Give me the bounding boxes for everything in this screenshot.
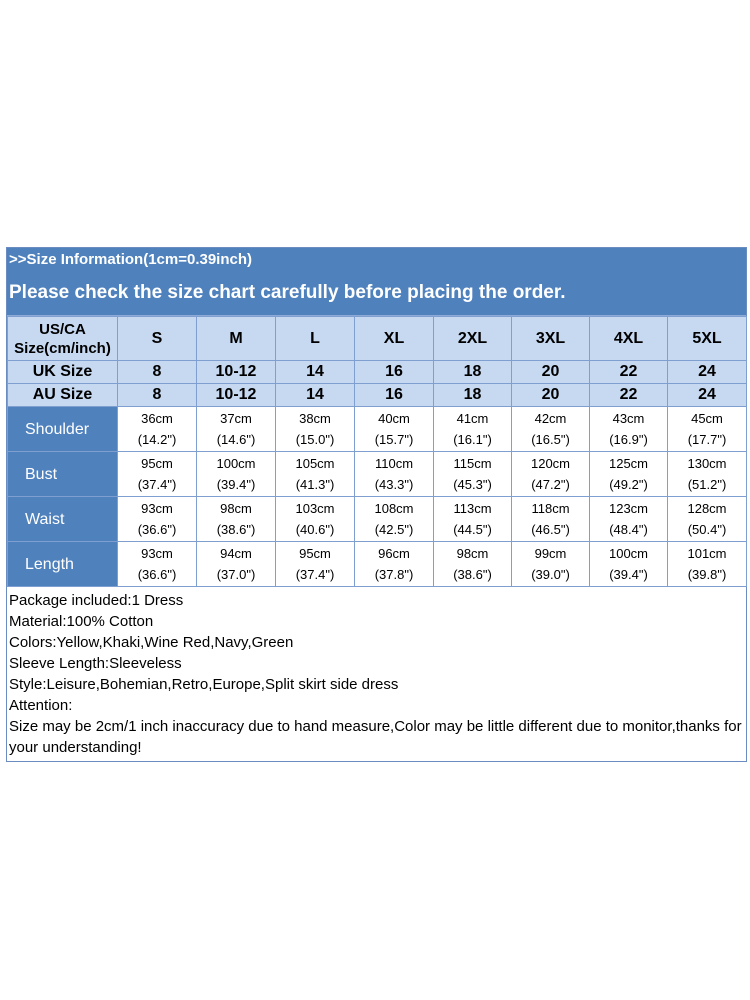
measurement-cm: 105cm — [295, 456, 335, 471]
measurement-cm: 41cm — [456, 411, 489, 426]
measurement-cm: 115cm — [453, 456, 492, 471]
measurement-cell — [668, 407, 747, 452]
measurement-cell — [276, 497, 355, 542]
measurement-cm: 40cm — [378, 411, 410, 426]
measurement-cell — [434, 407, 512, 452]
measurement-cm: 96cm — [378, 546, 410, 561]
measurement-cm: 45cm — [691, 411, 723, 426]
measurement-inch: (37.4") — [137, 477, 177, 492]
us-size-cell: 5XL — [668, 317, 747, 361]
au-size-label: AU Size — [8, 384, 118, 407]
uk-size-cell: 24 — [668, 361, 747, 384]
measurement-cm: 130cm — [687, 456, 727, 471]
measurement-inch: (39.8") — [687, 567, 727, 582]
measurement-cell — [434, 542, 512, 587]
measurement-cell — [668, 452, 747, 497]
measurement-cell — [197, 407, 276, 452]
measurement-cm: 120cm — [530, 456, 571, 471]
measurement-cm: 38cm — [299, 411, 331, 426]
measurement-cell — [590, 542, 668, 587]
measurement-cm: 95cm — [141, 456, 173, 471]
measurement-inch: (38.6") — [453, 567, 492, 582]
measurement-cell — [118, 497, 197, 542]
measurement-cell — [197, 452, 276, 497]
uk-size-cell: 20 — [512, 361, 590, 384]
measurement-inch: (16.1") — [453, 432, 492, 447]
package-note: Package included:1 Dress — [9, 592, 184, 609]
measurement-cm: 42cm — [534, 411, 567, 426]
measurement-cm: 94cm — [220, 546, 252, 561]
measurement-inch: (45.3") — [453, 477, 492, 492]
measurement-cm: 37cm — [220, 411, 252, 426]
measurement-label: Waist — [8, 497, 118, 542]
measurement-inch: (41.3") — [295, 477, 335, 492]
us-size-cell: L — [276, 317, 355, 361]
au-size-cell: 10-12 — [197, 384, 276, 407]
au-size-cell: 22 — [590, 384, 668, 407]
size-notice: Please check the size chart carefully before placing the order. — [7, 271, 746, 316]
measurement-inch: (50.4") — [687, 522, 727, 537]
uk-size-cell: 16 — [355, 361, 434, 384]
measurement-inch: (39.4") — [609, 567, 648, 582]
measurement-inch: (39.4") — [216, 477, 256, 492]
uk-size-cell: 10-12 — [197, 361, 276, 384]
measurement-inch: (39.0") — [531, 567, 570, 582]
measurement-cell — [512, 407, 590, 452]
au-size-cell: 18 — [434, 384, 512, 407]
measurement-inch: (15.0") — [295, 432, 335, 447]
measurement-cm: 118cm — [531, 501, 570, 516]
measurement-cell — [355, 452, 434, 497]
measurement-cell — [355, 542, 434, 587]
measurement-cm: 98cm — [220, 501, 252, 516]
au-size-row — [8, 384, 747, 407]
measurement-cell — [668, 542, 747, 587]
measurement-cell — [197, 497, 276, 542]
material-note: Material:100% Cotton — [9, 613, 154, 630]
measurement-cell — [355, 497, 434, 542]
attention-note: Attention: — [9, 697, 73, 714]
measurement-cell — [434, 497, 512, 542]
measurement-cell — [590, 407, 668, 452]
uk-size-label: UK Size — [8, 361, 118, 384]
measurement-cm: 99cm — [534, 546, 567, 561]
measurement-inch: (37.8") — [374, 567, 414, 582]
measurement-cm: 93cm — [141, 501, 173, 516]
product-notes — [7, 587, 746, 761]
measurement-cm: 125cm — [608, 456, 649, 471]
measurement-cell — [590, 452, 668, 497]
uk-size-cell: 14 — [276, 361, 355, 384]
measurement-cm: 93cm — [141, 546, 173, 561]
measurement-cm: 43cm — [612, 411, 645, 426]
uk-size-row — [8, 361, 747, 384]
measurement-label: Shoulder — [8, 407, 118, 452]
measurement-cm: 103cm — [295, 501, 335, 516]
measurement-inch: (51.2") — [687, 477, 727, 492]
us-size-cell: 3XL — [512, 317, 590, 361]
measurement-inch: (43.3") — [374, 477, 414, 492]
uk-size-cell: 22 — [590, 361, 668, 384]
measurement-inch: (15.7") — [374, 432, 414, 447]
measurement-label: Bust — [8, 452, 118, 497]
measurement-inch: (48.4") — [609, 522, 648, 537]
measurement-cell — [355, 407, 434, 452]
measurement-cell — [276, 407, 355, 452]
measurement-inch: (40.6") — [295, 522, 335, 537]
measurement-cm: 98cm — [456, 546, 489, 561]
measurement-inch: (47.2") — [531, 477, 570, 492]
measurement-inch: (16.9") — [609, 432, 648, 447]
au-size-cell: 16 — [355, 384, 434, 407]
corner-label-line2: Size(cm/inch) — [14, 339, 111, 357]
measurement-cell — [512, 542, 590, 587]
measurement-inch: (38.6") — [216, 522, 256, 537]
measurement-inch: (44.5") — [453, 522, 492, 537]
measurement-cm: 100cm — [216, 456, 256, 471]
disclaimer-note: Size may be 2cm/1 inch inaccuracy due to hand measure,Color may be little different due to monitor,thanks for your understanding! — [9, 718, 742, 756]
measurement-inch: (37.0") — [216, 567, 256, 582]
au-size-cell: 24 — [668, 384, 747, 407]
measurement-cell — [668, 497, 747, 542]
measurement-cell — [276, 542, 355, 587]
measurement-cell — [118, 407, 197, 452]
measurement-cm: 110cm — [374, 456, 414, 471]
measurement-inch: (37.4") — [295, 567, 335, 582]
measurement-inch: (17.7") — [687, 432, 727, 447]
measurement-row-bust — [8, 452, 747, 497]
size-info-title: >>Size Information(1cm=0.39inch) — [9, 251, 252, 268]
us-size-cell: 4XL — [590, 317, 668, 361]
measurement-cm: 95cm — [299, 546, 331, 561]
measurement-inch: (46.5") — [531, 522, 570, 537]
au-size-cell: 8 — [118, 384, 197, 407]
measurement-cm: 36cm — [141, 411, 173, 426]
us-size-cell: 2XL — [434, 317, 512, 361]
colors-note: Colors:Yellow,Khaki,Wine Red,Navy,Green — [9, 634, 294, 651]
us-size-cell: M — [197, 317, 276, 361]
uk-size-cell: 18 — [434, 361, 512, 384]
measurement-inch: (16.5") — [531, 432, 570, 447]
measurement-inch: (36.6") — [137, 567, 177, 582]
measurement-cell — [590, 497, 668, 542]
sleeve-note: Sleeve Length:Sleeveless — [9, 655, 182, 672]
measurement-row-waist — [8, 497, 747, 542]
measurement-cm: 108cm — [374, 501, 414, 516]
measurement-row-shoulder — [8, 407, 747, 452]
size-table — [7, 316, 747, 587]
measurement-label: Length — [8, 542, 118, 587]
measurement-cm: 100cm — [608, 546, 649, 561]
us-size-row — [8, 317, 747, 361]
size-chart — [6, 247, 747, 762]
measurement-cell — [118, 542, 197, 587]
corner-label — [8, 317, 118, 361]
measurement-row-length — [8, 542, 747, 587]
measurement-cell — [276, 452, 355, 497]
corner-label-line1: US/CA — [39, 320, 86, 338]
measurement-inch: (36.6") — [137, 522, 177, 537]
uk-size-cell: 8 — [118, 361, 197, 384]
us-size-cell: XL — [355, 317, 434, 361]
measurement-inch: (49.2") — [609, 477, 648, 492]
measurement-cm: 128cm — [687, 501, 727, 516]
us-size-cell: S — [118, 317, 197, 361]
measurement-cm: 113cm — [453, 501, 492, 516]
style-note: Style:Leisure,Bohemian,Retro,Europe,Split skirt side dress — [9, 676, 399, 693]
measurement-cell — [118, 452, 197, 497]
measurement-cell — [197, 542, 276, 587]
chart-header — [7, 248, 746, 316]
measurement-inch: (14.6") — [216, 432, 256, 447]
measurement-inch: (14.2") — [137, 432, 177, 447]
measurement-cm: 123cm — [608, 501, 649, 516]
au-size-cell: 14 — [276, 384, 355, 407]
measurement-cell — [512, 497, 590, 542]
measurement-cm: 101cm — [687, 546, 727, 561]
au-size-cell: 20 — [512, 384, 590, 407]
measurement-cell — [434, 452, 512, 497]
measurement-inch: (42.5") — [374, 522, 414, 537]
measurement-cell — [512, 452, 590, 497]
